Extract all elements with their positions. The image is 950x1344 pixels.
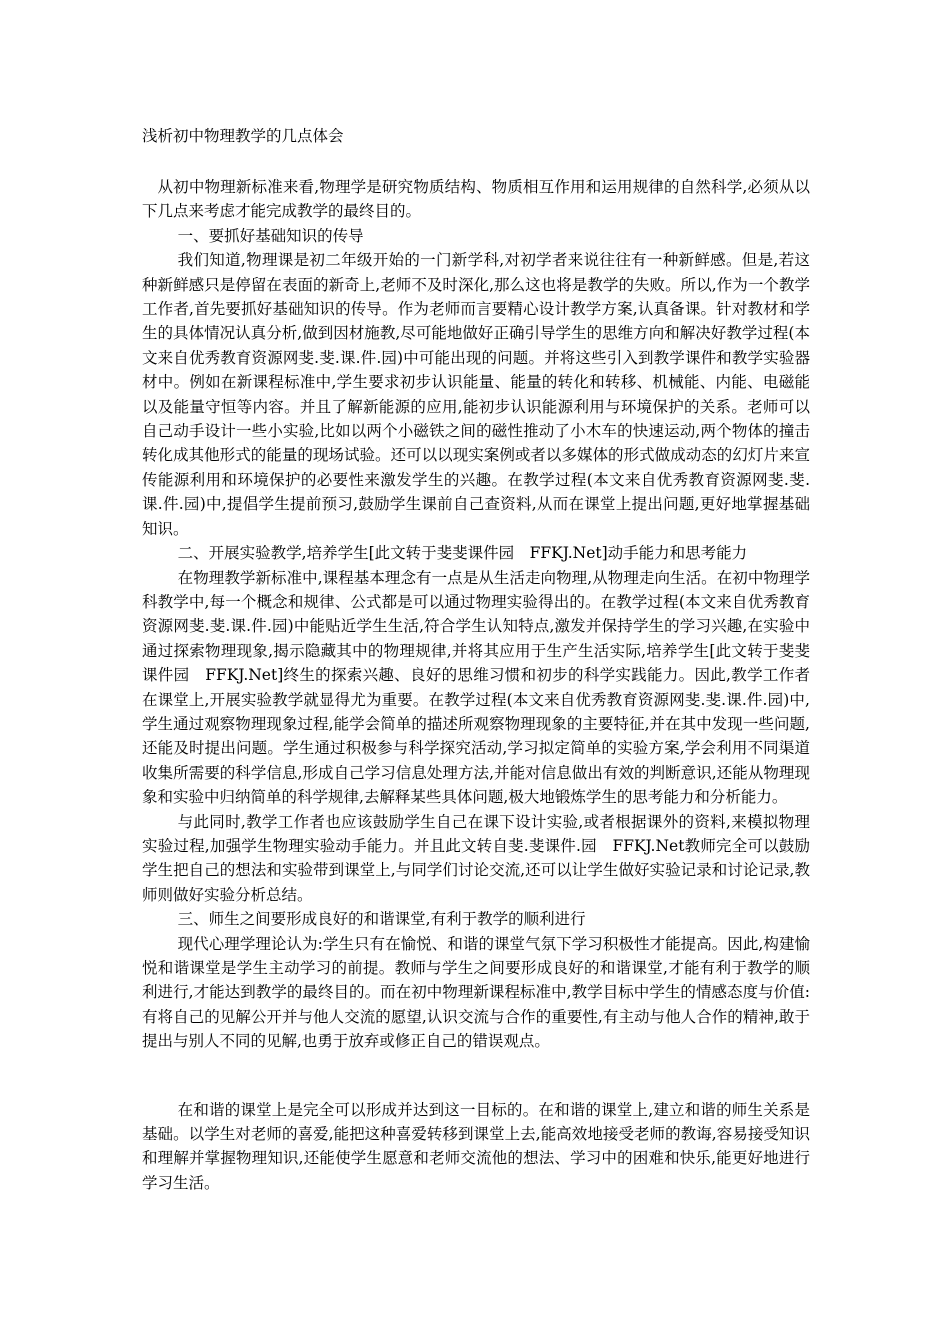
paragraph-3: 与此同时,教学工作者也应该鼓励学生自己在课下设计实验,或者根据课外的资料,来模拟物理实验过程,加强学生物理实验动手能力。并且此文转自斐.斐课件.园 FFKJ.Net教师完全可以鼓励学生把自己的想法和实验带到课堂上,与同学们讨论交流,还可以让学生做好实验记录和讨论记录,教师则做好实验分析总结。 xyxy=(142,812,810,904)
intro-paragraph: 从初中物理新标准来看,物理学是研究物质结构、物质相互作用和运用规律的自然科学,必须从以下几点来考虑才能完成教学的最终目的。 xyxy=(142,178,810,221)
paragraph-2: 在物理教学新标准中,课程基本理念有一点是从生活走向物理,从物理走向生活。在初中物理学科教学中,每一个概念和规律、公式都是可以通过物理实验得出的。在教学过程(本文来自优秀教育资源网斐.斐.课.件.园)中能贴近学生生活,符合学生认知特点,激发并保持学生的学习兴趣,在实验中通过探索物理现象,揭示隐藏其中的物理规律,并将其应用于生产生活实际,培养学生[此文转于斐斐课件园 FFKJ.Net]终生的探索兴趣、良好的思维习惯和初步的科学实践能力。因此,教学工作者在课堂上,开展实验教学就显得尤为重要。在教学过程(本文来自优秀教育资源网斐.斐.课.件.园)中,学生通过观察物理现象过程,能学会简单的描述所观察物理现象的主要特征,并在其中发现一些问题,还能及时提出问题。学生通过积极参与科学探究活动,学习拟定简单的实验方案,学会利用不同渠道收集所需要的科学信息,形成自己学习信息处理方法,并能对信息做出有效的判断意识,还能从物理现象和实验中归纳简单的科学规律,去解释某些具体问题,极大地锻炼学生的思考能力和分析能力。 xyxy=(142,568,810,807)
section-heading-2: 二、开展实验教学,培养学生[此文转于斐斐课件园 FFKJ.Net]动手能力和思考能力 xyxy=(177,544,748,563)
paragraph-5: 在和谐的课堂上是完全可以形成并达到这一目标的。在和谐的课堂上,建立和谐的师生关系是基础。以学生对老师的喜爱,能把这种喜爱转移到课堂上去,能高效地接受老师的教诲,容易接受知识和理解并掌握物理知识,还能使学生愿意和老师交流他的想法、学习中的困难和快乐,能更好地进行学习生活。 xyxy=(142,1100,810,1192)
section-heading-1: 一、要抓好基础知识的传导 xyxy=(177,226,364,245)
blank-line xyxy=(142,1054,810,1078)
paragraph-1: 我们知道,物理课是初二年级开始的一门新学科,对初学者来说往往有一种新鲜感。但是,若这种新鲜感只是停留在表面的新奇上,老师不及时深化,那么这也将是教学的失败。所以,作为一个教学工作者,首先要抓好基础知识的传导。作为老师而言要精心设计教学方案,认真备课。针对教材和学生的具体情况认真分析,做到因材施教,尽可能地做好正确引导学生的思维方向和解决好教学过程(本文来自优秀教育资源网斐.斐.课.件.园)中可能出现的问题。并将这些引入到教学课件和教学实验器材中。例如在新课程标准中,学生要求初步认识能量、能量的转化和转移、机械能、内能、电磁能以及能量守恒等内容。并且了解新能源的应用,能初步认识能源利用与环境保护的关系。老师可以自己动手设计一些小实验,比如以两个小磁铁之间的磁性推动了小木车的快速运动,两个物体的撞击转化成其他形式的能量的现场试验。还可以以现实案例或者以多媒体的形式做成动态的幻灯片来宣传能源利用和环境保护的必要性来激发学生的兴趣。在教学过程(本文来自优秀教育资源网斐.斐.课.件.园)中,提倡学生提前预习,鼓励学生课前自己查资料,从而在课堂上提出问题,更好地掌握基础知识。 xyxy=(142,251,810,538)
document-title: 浅析初中物理教学的几点体会 xyxy=(142,127,344,145)
document-body xyxy=(142,175,810,1195)
paragraph-4: 现代心理学理论认为:学生只有在愉悦、和谐的课堂气氛下学习积极性才能提高。因此,构建愉悦和谐课堂是学生主动学习的前提。教师与学生之间要形成良好的和谐课堂,才能有利于教学的顺利进行,才能达到教学的最终目的。而在初中物理新课程标准中,教学目标中学生的情感态度与价值:有将自己的见解公开并与他人交流的愿望,认识交流与合作的重要性,有主动与他人合作的精神,敢于提出与别人不同的见解,也勇于放弃或修正自己的错误观点。 xyxy=(142,934,810,1051)
section-heading-3: 三、师生之间要形成良好的和谐课堂,有利于教学的顺利进行 xyxy=(177,910,586,929)
